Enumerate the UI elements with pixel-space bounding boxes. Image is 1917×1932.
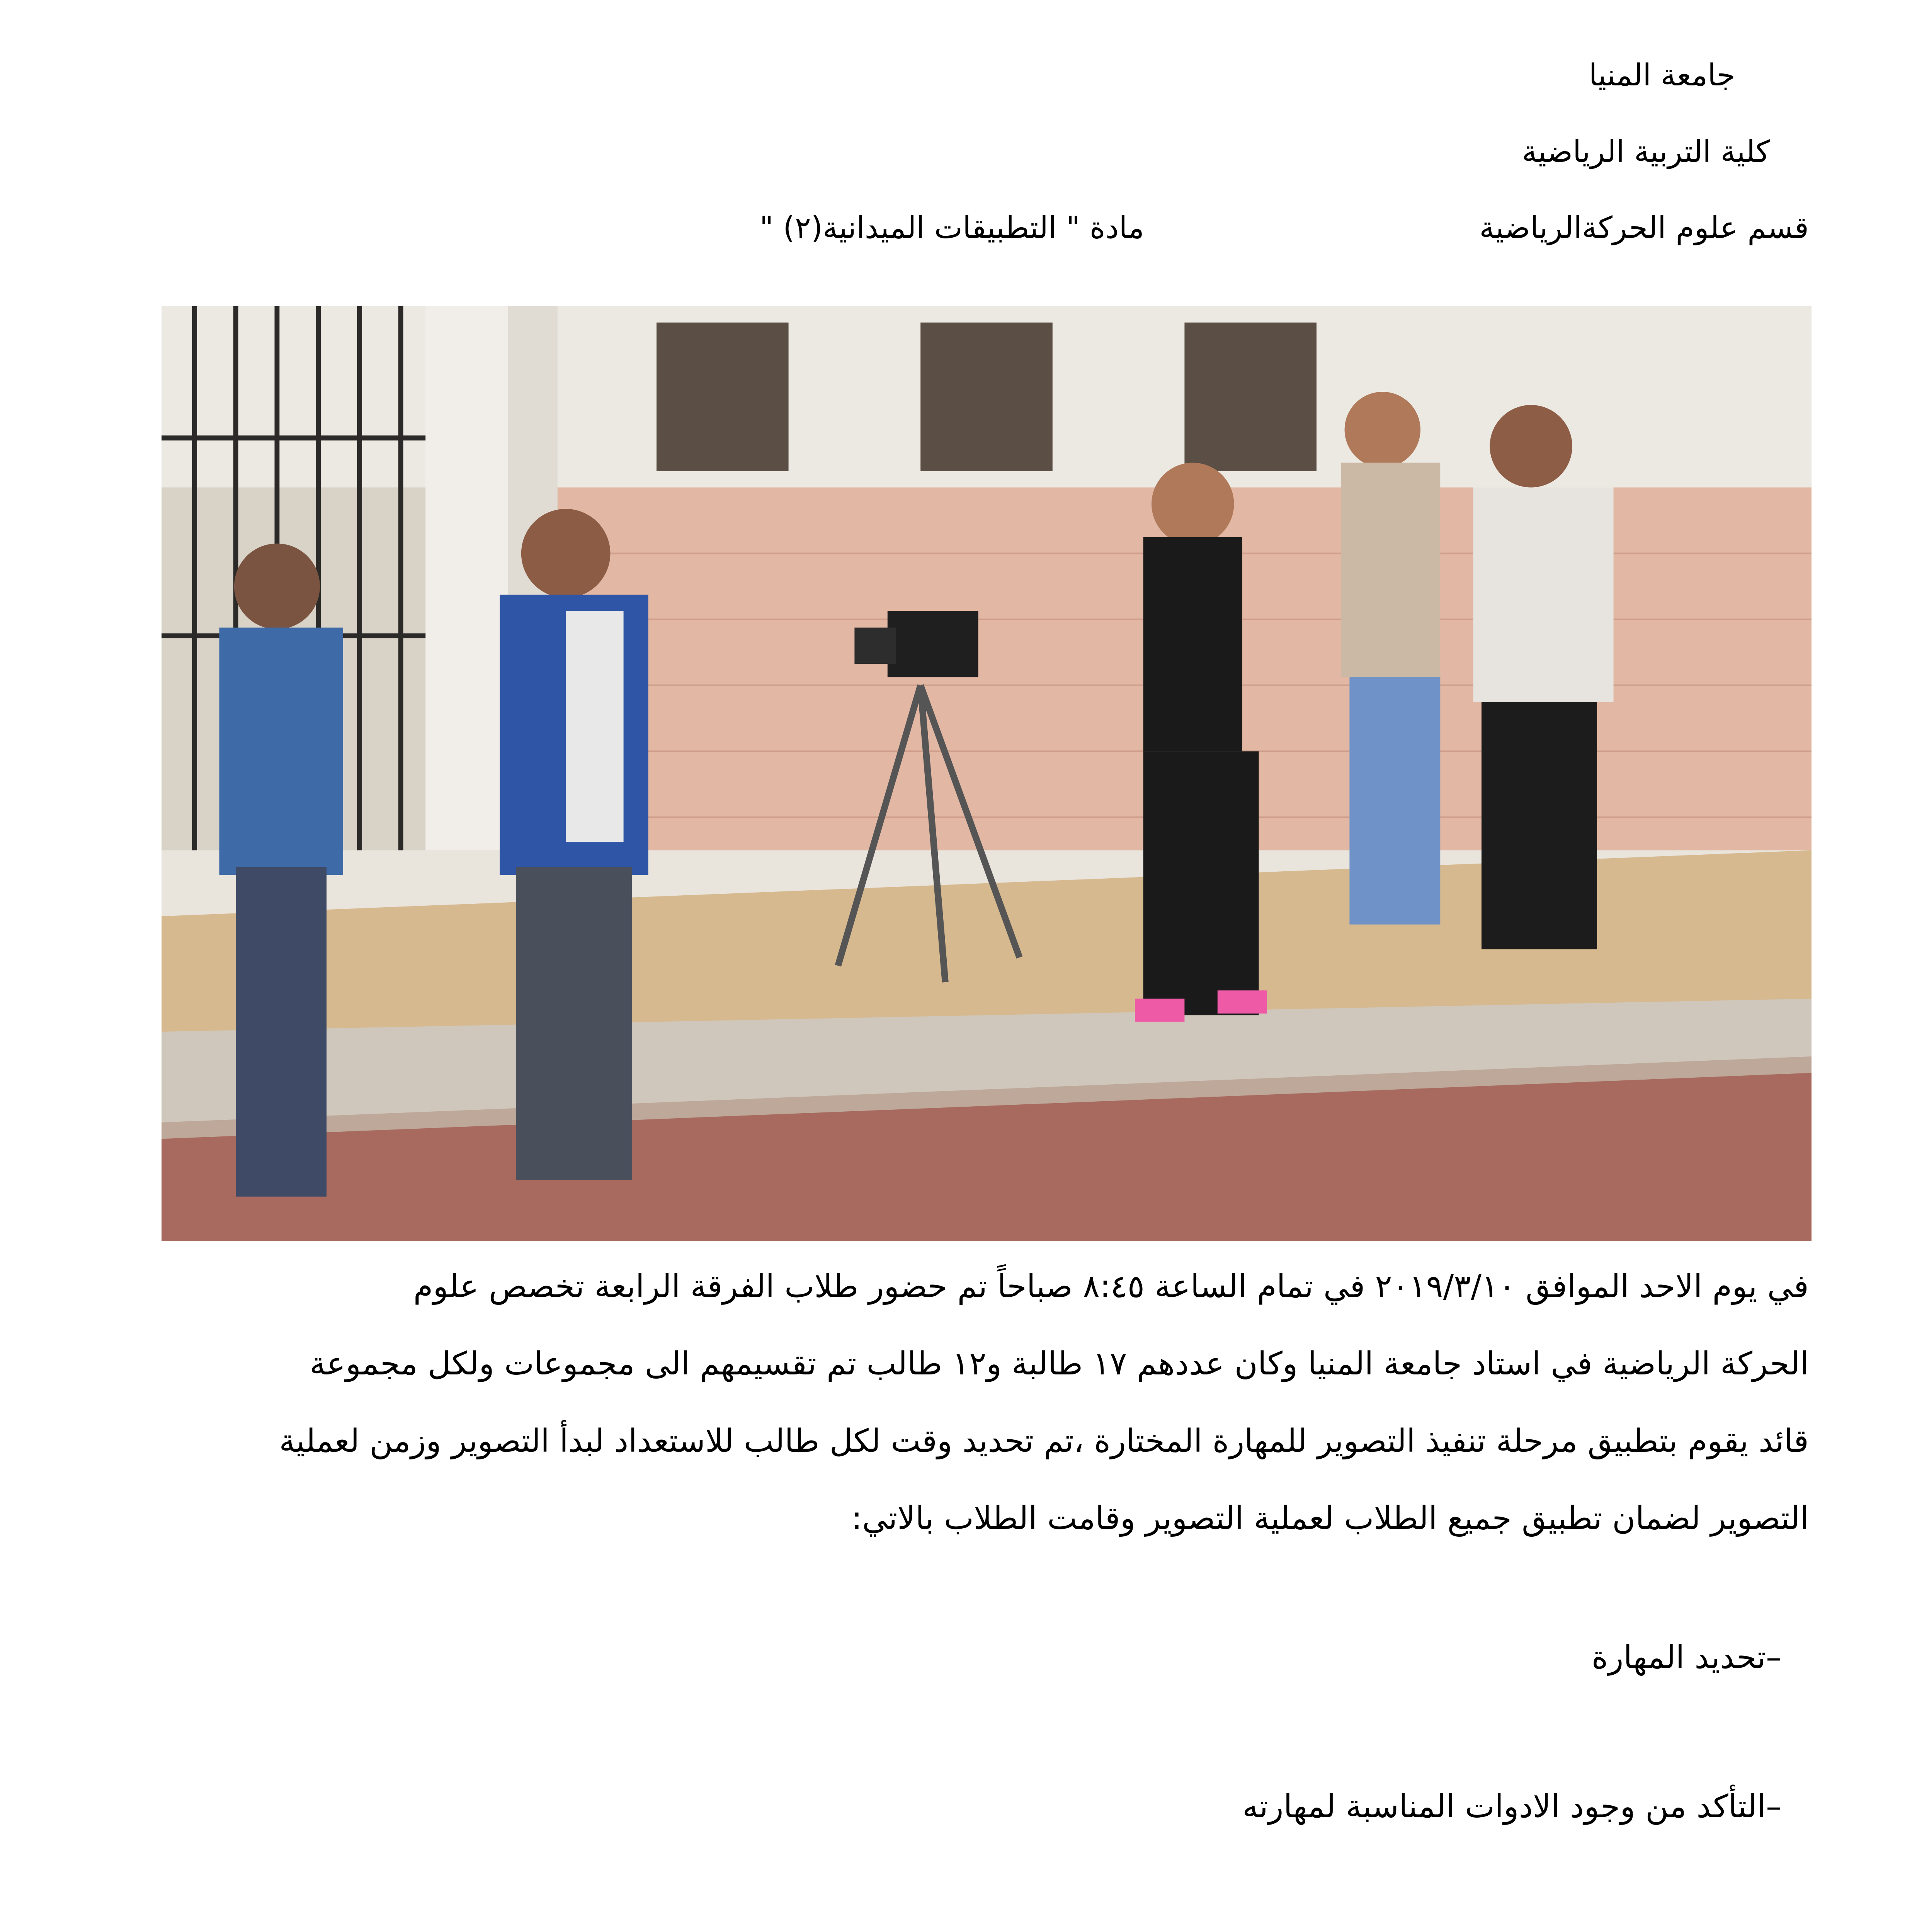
- list-item: –التأكد من وجود الادوات المناسبة لمهارته: [1242, 1788, 1782, 1825]
- university-name: جامعة المنيا: [1589, 58, 1735, 93]
- paragraph-line: الحركة الرياضية في استاد جامعة المنيا وكان عددهم ١٧ طالبة و١٢ طالب تم تقسيمهم الى مجموعات ولكل مجموعة: [310, 1345, 1809, 1382]
- list-item: –تحديد المهارة: [1591, 1639, 1782, 1676]
- steps-list: [159, 1638, 1782, 1932]
- faculty-name: كلية التربية الرياضية: [1522, 134, 1770, 169]
- subject-name: مادة " التطبيقات الميدانية(٢) ": [759, 211, 1144, 245]
- department-name: قسم علوم الحركةالرياضية: [1479, 211, 1809, 245]
- paragraph-line: التصوير لضمان تطبيق جميع الطلاب لعملية التصوير وقامت الطلاب بالاتي:: [851, 1500, 1809, 1537]
- report-paragraph: [159, 1248, 1809, 1557]
- paragraph-line: قائد يقوم بتطبيق مرحلة تنفيذ التصوير للمهارة المختارة ،تم تحديد وقت لكل طالب للاستعداد لبدأ التصوير وزمن لعملية: [279, 1423, 1809, 1459]
- paragraph-line: في يوم الاحد الموافق ٢٠١٩/٣/١٠ في تمام الساعة ٨:٤٥ صباحاً تم حضور طلاب الفرقة الرابعة تخصص علوم: [413, 1268, 1809, 1305]
- photo-image: [162, 306, 1812, 1241]
- field-photo: [162, 306, 1812, 1241]
